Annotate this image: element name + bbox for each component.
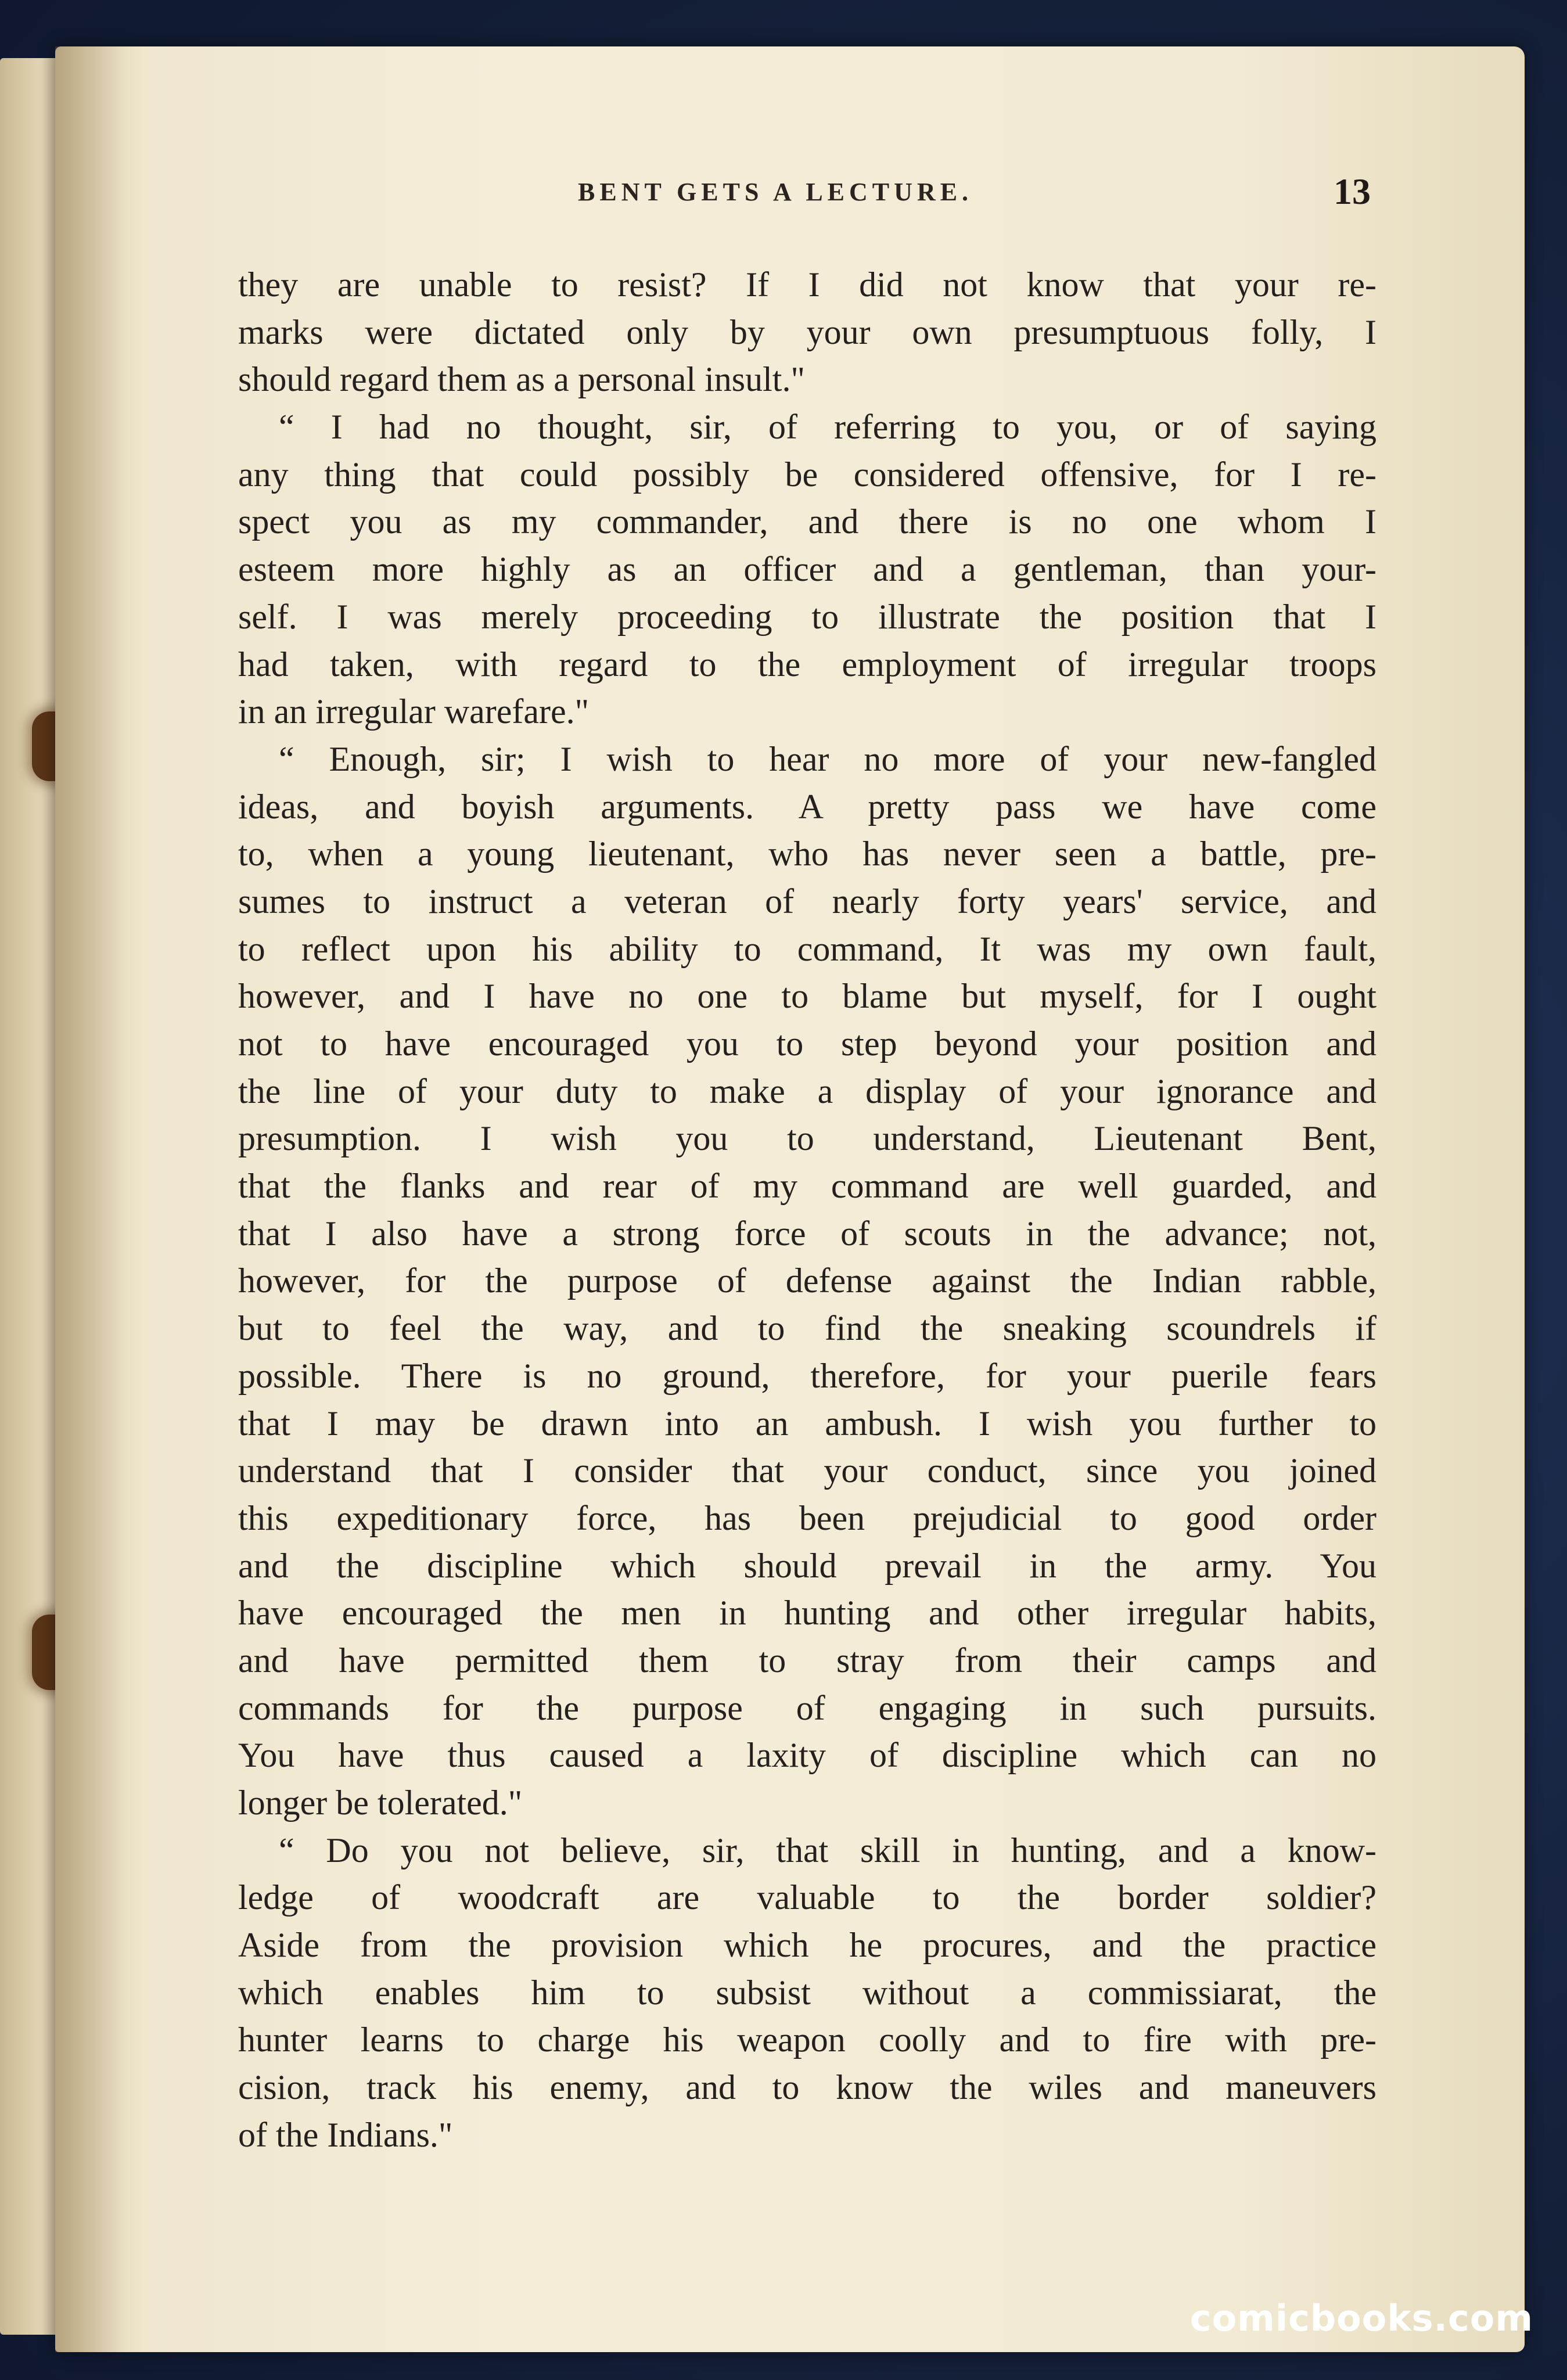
text-line: understand that I consider that your conduct, since you joined <box>238 1451 1376 1490</box>
text-line: possible. There is no ground, therefore, for your puerile fears <box>238 1356 1376 1395</box>
text-line: cision, track his enemy, and to know the wiles and maneuvers <box>238 2068 1376 2107</box>
text-line: ideas, and boyish arguments. A pretty pass we have come <box>238 787 1376 826</box>
text-line: commands for the purpose of engaging in such pursuits. <box>238 1688 1376 1727</box>
text-line: self. I was merely proceeding to illustrate the position that I <box>238 597 1376 636</box>
text-line: however, and I have no one to blame but myself, for I ought <box>238 977 1376 1016</box>
body-text <box>238 261 1376 2159</box>
text-line: should regard them as a personal insult." <box>238 360 805 399</box>
text-line: they are unable to resist? If I did not know that your re- <box>238 265 1376 304</box>
text-line: to, when a young lieutenant, who has never seen a battle, pre- <box>238 835 1376 873</box>
text-line: marks were dictated only by your own presumptuous folly, I <box>238 312 1376 351</box>
text-line: “ Enough, sir; I wish to hear no more of your new-fangled <box>279 739 1376 778</box>
page-number: 13 <box>1334 171 1371 212</box>
text-line: Aside from the provision which he procures, and the practice <box>238 1926 1376 1965</box>
text-line: longer be tolerated." <box>238 1784 523 1822</box>
text-line: have encouraged the men in hunting and other irregular habits, <box>238 1594 1376 1633</box>
text-line: this expeditionary force, has been prejudicial to good order <box>238 1498 1376 1537</box>
text-line: in an irregular warefare." <box>238 692 590 731</box>
text-line: spect you as my commander, and there is no one whom I <box>238 502 1376 541</box>
running-head <box>244 171 1452 229</box>
text-line: and have permitted them to stray from their camps and <box>238 1641 1376 1680</box>
text-line: that the flanks and rear of my command are well guarded, and <box>238 1167 1376 1206</box>
text-line: presumption. I wish you to understand, Lieutenant Bent, <box>238 1119 1376 1158</box>
text-line: that I also have a strong force of scouts in the advance; not, <box>238 1214 1376 1253</box>
text-line: You have thus caused a laxity of discipline which can no <box>238 1736 1376 1775</box>
text-line: however, for the purpose of defense against the Indian rabble, <box>238 1261 1376 1300</box>
running-title: BENT GETS A LECTURE. <box>578 178 973 206</box>
gutter-shadow <box>55 46 125 2352</box>
text-line: that I may be drawn into an ambush. I wish you further to <box>238 1404 1376 1443</box>
text-line: the line of your duty to make a display of your ignorance and <box>238 1072 1376 1110</box>
text-line: “ Do you not believe, sir, that skill in hunting, and a know- <box>279 1831 1376 1870</box>
text-line: had taken, with regard to the employment of irregular troops <box>238 645 1376 684</box>
text-line: “ I had no thought, sir, of referring to you, or of saying <box>279 408 1376 447</box>
text-line: sumes to instruct a veteran of nearly forty years' service, and <box>238 882 1376 921</box>
text-line: ledge of woodcraft are valuable to the border soldier? <box>238 1878 1376 1917</box>
text-line: not to have encouraged you to step beyond your position and <box>238 1024 1376 1063</box>
text-line: esteem more highly as an officer and a gentleman, than your- <box>238 550 1376 589</box>
text-line: but to feel the way, and to find the sneaking scoundrels if <box>238 1309 1376 1348</box>
text-line: and the discipline which should prevail in the army. You <box>238 1546 1376 1585</box>
watermark: comicbooks.com <box>1189 2297 1533 2339</box>
text-line: any thing that could possibly be considered offensive, for I re- <box>238 455 1376 494</box>
text-line: which enables him to subsist without a commissiarat, the <box>238 1973 1376 2012</box>
text-line: to reflect upon his ability to command, It was my own fault, <box>238 929 1376 968</box>
text-line: of the Indians." <box>238 2115 453 2154</box>
text-line: hunter learns to charge his weapon coolly and to fire with pre- <box>238 2021 1376 2059</box>
